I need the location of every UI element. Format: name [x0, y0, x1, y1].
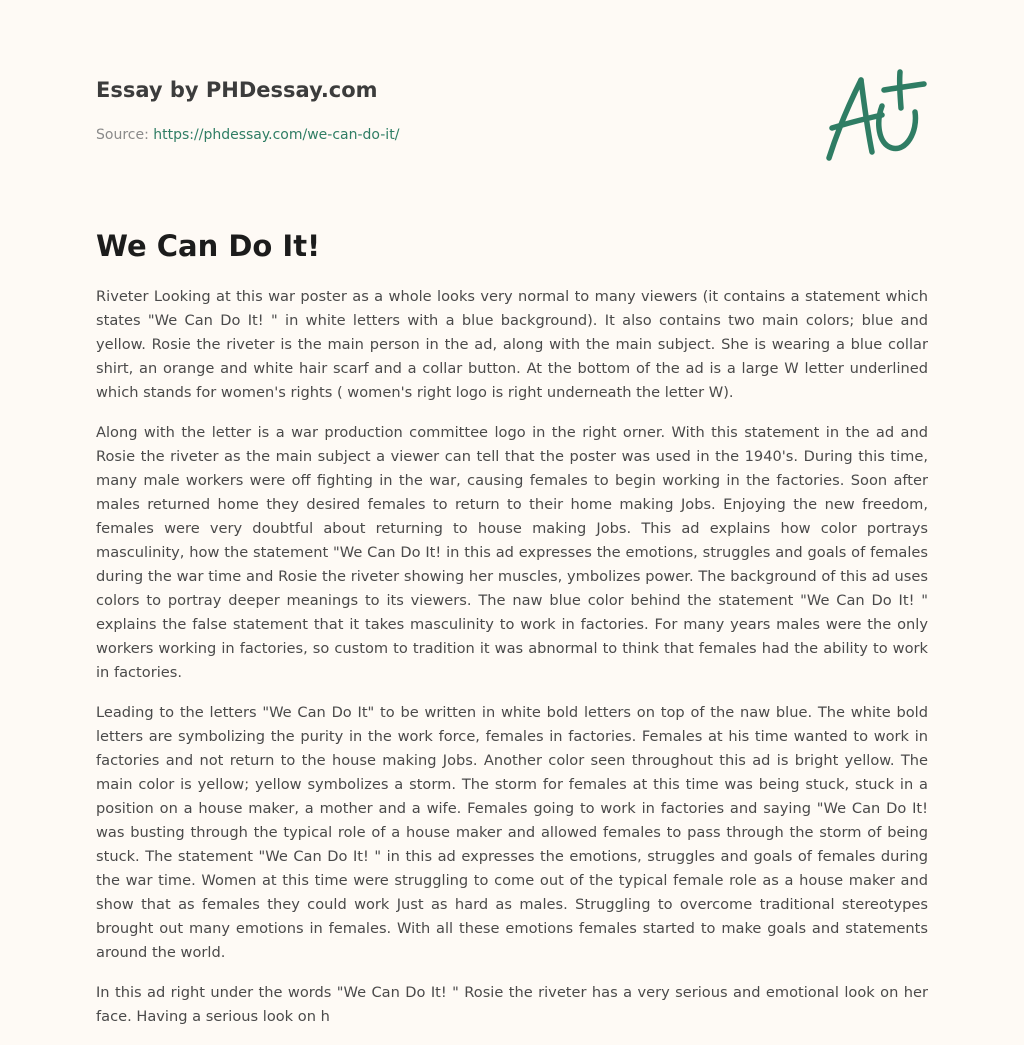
essay-paragraph: Along with the letter is a war production committee logo in the right orner. With this statement in the ad and Rosie the riveter as the main subject a viewer can tell that the poster was used in the 1940's. During this time, many male workers were off fighting in the war, causing females to begin working in the factories. Soon after males returned home they desired females to return to their home making Jobs. Enjoying the new freedom, females were very doubtful about returning to house making Jobs. This ad explains how color portrays masculinity, how the statement "We Can Do It! in this ad expresses the emotions, struggles and goals of females during the war time and Rosie the riveter showing her muscles, ymbolizes power. The background of this ad uses colors to portray deeper meanings to its viewers. The naw blue color behind the statement "We Can Do It! " explains the false statement that it takes masculinity to work in factories. For many years males were the only workers working in factories, so custom to tradition it was abnormal to think that females had the ability to work in factories.	[96, 424, 928, 681]
essay-paragraph: Riveter Looking at this war poster as a whole looks very normal to many viewers (it contains a statement which states "We Can Do It! " in white letters with a blue background). It also contains two main colors; blue and yellow. Rosie the riveter is the main person in the ad, along with the main subject. She is wearing a blue collar shirt, an orange and white hair scarf and a collar button. At the bottom of the ad is a large W letter underlined which stands for women's rights ( women's right logo is right underneath the letter W).	[96, 288, 928, 401]
source-line	[96, 125, 796, 145]
essay-paragraph: In this ad right under the words "We Can Do It! " Rosie the riveter has a very serious and emotional look on her face. Having a serious look on h	[96, 984, 928, 1025]
essay-body	[96, 285, 928, 1045]
a-plus-logo-icon	[820, 66, 930, 166]
site-title: Essay by PHDessay.com	[96, 78, 378, 102]
source-label: Source:	[96, 127, 149, 143]
essay-title: We Can Do It!	[96, 229, 321, 263]
essay-header	[96, 76, 796, 145]
essay-paragraph: Leading to the letters "We Can Do It" to be written in white bold letters on top of the naw blue. The white bold letters are symbolizing the purity in the work force, females in factories. Females at his time wanted to work in factories and not return to the house making Jobs. Another color seen throughout this ad is bright yellow. The main color is yellow; yellow symbolizes a storm. The storm for females at this time was being stuck, stuck in a position on a house maker, a mother and a wife. Females going to work in factories and saying "We Can Do It! was busting through the typical role of a house maker and allowed females to pass through the storm of being stuck. The statement "We Can Do It! " in this ad expresses the emotions, struggles and goals of females during the war time. Women at this time were struggling to come out of the typical female role as a house maker and show that as females they could work Just as hard as males. Struggling to overcome traditional stereotypes brought out many emotions in females. With all these emotions females started to make goals and statements around the world.	[96, 704, 928, 961]
source-link[interactable]: https://phdessay.com/we-can-do-it/	[153, 127, 400, 143]
